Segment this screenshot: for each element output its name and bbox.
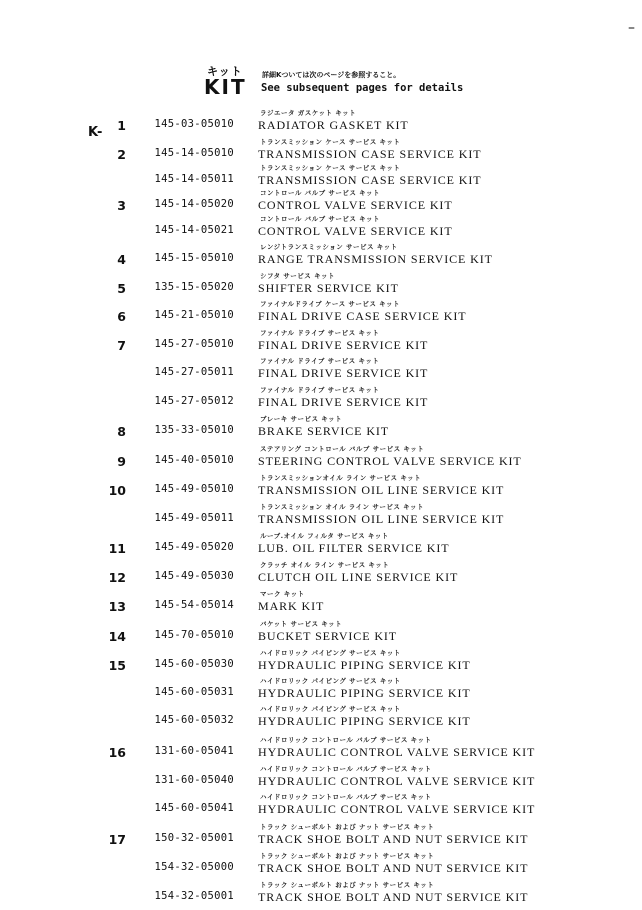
kit-row [0, 328, 642, 356]
kit-row [0, 560, 642, 588]
part-number: 145-27-05010 [154, 338, 234, 350]
kit-row [0, 764, 642, 792]
part-number: 154-32-05001 [154, 890, 234, 902]
kit-name-japanese: レンジトランスミッション サービス キット [260, 243, 398, 251]
kit-name: CLUTCH OIL LINE SERVICE KIT [258, 570, 459, 584]
kit-name-japanese: ファイナルドライブ ケース サービス キット [260, 300, 400, 308]
kit-number: 7 [117, 338, 126, 353]
kit-name-japanese: ルーブ.オイル フィルタ サービス キット [260, 532, 389, 540]
kit-row [0, 648, 642, 676]
kit-name-japanese: トラック シューボルト および ナット サービス キット [260, 852, 435, 860]
kit-number: 5 [117, 281, 126, 296]
kit-name: HYDRAULIC CONTROL VALVE SERVICE KIT [258, 774, 536, 788]
kit-row [0, 676, 642, 704]
kit-name-japanese: マーク キット [260, 590, 305, 598]
kit-row [0, 414, 642, 442]
kit-name-japanese: バケット サービス キット [260, 620, 343, 628]
kit-number: 1 [117, 118, 126, 133]
kit-row [0, 214, 642, 242]
kit-name-japanese: ファイナル ドライブ サービス キット [260, 329, 380, 337]
part-number: 145-49-05011 [154, 512, 234, 524]
kit-name-japanese: ハイドロリック パイピング サービス キット [260, 705, 401, 713]
note-japanese: 詳細Kついては次のページを参照すること。 [262, 71, 401, 79]
kit-number: 6 [117, 309, 126, 324]
part-number: 135-33-05010 [154, 424, 234, 436]
kit-row [0, 137, 642, 165]
kit-row [0, 444, 642, 472]
part-number: 145-27-05011 [154, 366, 234, 378]
part-number: 131-60-05040 [154, 774, 234, 786]
kit-name: STEERING CONTROL VALVE SERVICE KIT [258, 454, 522, 468]
part-number: 145-49-05030 [154, 570, 234, 582]
page-title: KIT [204, 75, 247, 99]
kit-row [0, 242, 642, 270]
kit-number: 14 [108, 629, 126, 644]
kit-number: 15 [108, 658, 126, 673]
kit-name: CONTROL VALVE SERVICE KIT [258, 198, 453, 212]
kit-name-japanese: ハイドロリック コントロール バルブ サービス キット [260, 793, 432, 801]
kit-name: MARK KIT [258, 599, 325, 613]
part-number: 145-14-05010 [154, 147, 234, 159]
kit-name: FINAL DRIVE CASE SERVICE KIT [258, 309, 467, 323]
part-number: 135-15-05020 [154, 281, 234, 293]
details-note: See subsequent pages for details [261, 82, 464, 94]
part-number: 154-32-05000 [154, 861, 234, 873]
kit-name-japanese: ハイドロリック パイピング サービス キット [260, 649, 401, 657]
kit-name: TRACK SHOE BOLT AND NUT SERVICE KIT [258, 832, 529, 846]
kit-row [0, 531, 642, 559]
kit-row [0, 188, 642, 216]
kit-name-japanese: ステアリング コントロール バルブ サービス キット [260, 445, 425, 453]
kit-name: FINAL DRIVE SERVICE KIT [258, 395, 429, 409]
kit-row [0, 704, 642, 732]
kit-name: HYDRAULIC PIPING SERVICE KIT [258, 714, 471, 728]
kit-number: 10 [108, 483, 126, 498]
part-number: 131-60-05041 [154, 745, 234, 757]
kit-name-japanese: トランスミッション オイル ライン サービス キット [260, 503, 424, 511]
kit-name-japanese: ファイナル ドライブ サービス キット [260, 386, 380, 394]
kit-name: HYDRAULIC CONTROL VALVE SERVICE KIT [258, 802, 536, 816]
kit-name-japanese: ハイドロリック パイピング サービス キット [260, 677, 401, 685]
kit-row [0, 792, 642, 820]
kit-row [0, 619, 642, 647]
kit-number: 9 [117, 454, 126, 469]
kit-name: TRACK SHOE BOLT AND NUT SERVICE KIT [258, 861, 529, 875]
kit-name: SHIFTER SERVICE KIT [258, 281, 399, 295]
kit-name-japanese: トラック シューボルト および ナット サービス キット [260, 881, 435, 889]
part-number: 145-14-05021 [154, 224, 234, 236]
part-number: 145-49-05020 [154, 541, 234, 553]
kit-name: RADIATOR GASKET KIT [258, 118, 409, 132]
kit-name-japanese: コントロール バルブ サービス キット [260, 189, 381, 197]
kit-name-japanese: トランスミッション ケース サービス キット [260, 138, 401, 146]
part-number: 145-03-05010 [154, 118, 234, 130]
kit-number: 8 [117, 424, 126, 439]
kit-row [0, 385, 642, 413]
kit-row [0, 851, 642, 879]
kit-row [0, 271, 642, 299]
kit-name-japanese: トランスミッション ケース サービス キット [260, 164, 401, 172]
part-number: 145-60-05032 [154, 714, 234, 726]
kit-row [0, 822, 642, 850]
kit-number: 17 [108, 832, 126, 847]
part-number: 145-49-05010 [154, 483, 234, 495]
kit-row [0, 735, 642, 763]
kit-name-japanese: ハイドロリック コントロール バルブ サービス キット [260, 736, 432, 744]
kit-number: 11 [108, 541, 126, 556]
part-number: 145-15-05010 [154, 252, 234, 264]
kit-row [0, 880, 642, 908]
kit-row [0, 473, 642, 501]
part-number: 145-54-05014 [154, 599, 234, 611]
part-number: 150-32-05001 [154, 832, 234, 844]
kit-name: CONTROL VALVE SERVICE KIT [258, 224, 453, 238]
kit-number: 16 [108, 745, 126, 760]
kit-name-japanese: ハイドロリック コントロール バルブ サービス キット [260, 765, 432, 773]
kit-name: HYDRAULIC CONTROL VALVE SERVICE KIT [258, 745, 536, 759]
kit-number: 12 [108, 570, 126, 585]
kit-number: 3 [117, 198, 126, 213]
part-number: 145-27-05012 [154, 395, 234, 407]
kit-name-japanese: トランスミッションオイル ライン サービス キット [260, 474, 422, 482]
kit-number: 2 [117, 147, 126, 162]
kit-name: HYDRAULIC PIPING SERVICE KIT [258, 686, 471, 700]
kit-name: LUB. OIL FILTER SERVICE KIT [258, 541, 450, 555]
kit-name: FINAL DRIVE SERVICE KIT [258, 366, 429, 380]
kit-name-japanese: コントロール バルブ サービス キット [260, 215, 381, 223]
kit-name: TRANSMISSION CASE SERVICE KIT [258, 147, 482, 161]
kit-name-japanese: トラック シューボルト および ナット サービス キット [260, 823, 435, 831]
kit-number: 13 [108, 599, 126, 614]
kit-name: TRANSMISSION OIL LINE SERVICE KIT [258, 483, 505, 497]
kit-row [0, 299, 642, 327]
kit-name-japanese: クラッチ オイル ライン サービス キット [260, 561, 390, 569]
corner-mark: – [628, 20, 635, 36]
kit-row [0, 502, 642, 530]
kit-name: FINAL DRIVE SERVICE KIT [258, 338, 429, 352]
kit-name: BRAKE SERVICE KIT [258, 424, 390, 438]
kit-name-japanese: ラジエータ ガスケット キット [260, 109, 357, 117]
kit-name: TRACK SHOE BOLT AND NUT SERVICE KIT [258, 890, 529, 904]
part-number: 145-14-05011 [154, 173, 234, 185]
kit-number: 4 [117, 252, 126, 267]
kit-name-japanese: ファイナル ドライブ サービス キット [260, 357, 380, 365]
kit-name: TRANSMISSION OIL LINE SERVICE KIT [258, 512, 505, 526]
kit-name: BUCKET SERVICE KIT [258, 629, 398, 643]
part-number: 145-60-05030 [154, 658, 234, 670]
kit-row [0, 356, 642, 384]
part-number: 145-40-05010 [154, 454, 234, 466]
kit-row [0, 589, 642, 617]
kit-name: HYDRAULIC PIPING SERVICE KIT [258, 658, 471, 672]
kit-name-japanese: シフタ サービス キット [260, 272, 335, 280]
part-number: 145-60-05041 [154, 802, 234, 814]
kit-row [0, 163, 642, 191]
part-number: 145-21-05010 [154, 309, 234, 321]
section-prefix: K- [88, 125, 103, 140]
part-number: 145-60-05031 [154, 686, 234, 698]
part-number: 145-14-05020 [154, 198, 234, 210]
part-number: 145-70-05010 [154, 629, 234, 641]
title-japanese: キット [207, 65, 243, 78]
kit-name-japanese: ブレーキ サービス キット [260, 415, 343, 423]
kit-row [0, 108, 642, 136]
kit-name: RANGE TRANSMISSION SERVICE KIT [258, 252, 493, 266]
kit-name: TRANSMISSION CASE SERVICE KIT [258, 173, 482, 187]
